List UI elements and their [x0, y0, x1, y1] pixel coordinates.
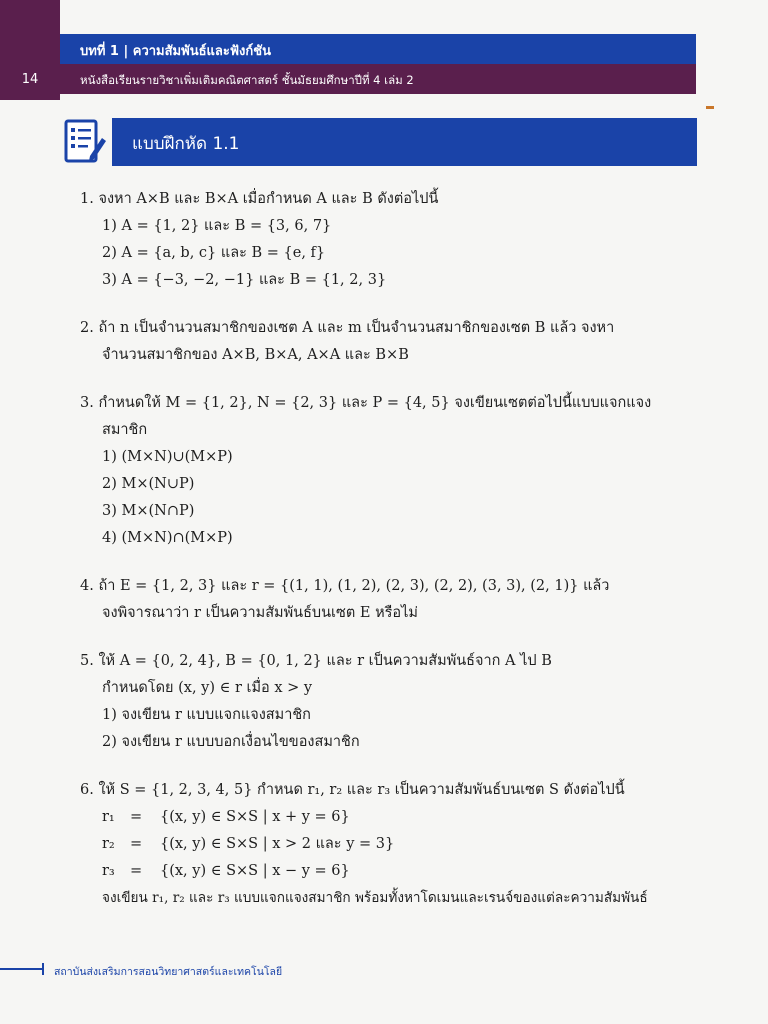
footer-tick — [42, 963, 44, 975]
question-6 — [80, 777, 690, 912]
question-4 — [80, 573, 690, 627]
question-instruction: จงเขียน r₁, r₂ และ r₃ แบบแจกแจงสมาชิก พร้อมทั้งหาโดเมนและเรนจ์ของแต่ละความสัมพันธ์ — [102, 890, 648, 906]
question-5 — [80, 648, 690, 756]
chapter-title: บทที่ 1 | ความสัมพันธ์และฟังก์ชัน — [80, 44, 271, 59]
exercise-title: แบบฝึกหัด 1.1 — [132, 134, 240, 154]
exercise-questions — [80, 186, 690, 933]
question-text: 1. จงหา A×B และ B×A เมื่อกำหนด A และ B ดังต่อไปนี้ — [80, 191, 439, 207]
question-text-cont: จำนวนสมาชิกของ A×B, B×A, A×A และ B×B — [102, 347, 409, 363]
relation-name: r₃ — [102, 863, 115, 879]
question-text-cont: จงพิจารณาว่า r เป็นความสัมพันธ์บนเซต E หรือไม่ — [102, 605, 418, 621]
relation-definition — [80, 831, 690, 858]
sub-item: 4) (M×N)∩(M×P) — [102, 530, 233, 546]
equals-sign: = — [130, 809, 143, 825]
question-text-cont: สมาชิก — [102, 422, 148, 438]
sub-item: 1) จงเขียน r แบบแจกแจงสมาชิก — [102, 707, 311, 723]
relation-set: {(x, y) ∈ S×S | x > 2 และ y = 3} — [160, 836, 395, 852]
equals-sign: = — [130, 836, 143, 852]
decorative-dash — [706, 106, 714, 109]
page-number: 14 — [21, 72, 39, 87]
sub-item: 3) M×(N∩P) — [102, 503, 195, 519]
relation-definition — [80, 858, 690, 885]
sub-item: 1) A = {1, 2} และ B = {3, 6, 7} — [102, 218, 332, 234]
worksheet-icon — [60, 118, 108, 166]
sub-item: 2) จงเขียน r แบบบอกเงื่อนไขของสมาชิก — [102, 734, 360, 750]
sub-item: 3) A = {−3, −2, −1} และ B = {1, 2, 3} — [102, 272, 387, 288]
question-3 — [80, 390, 690, 552]
relation-name: r₁ — [102, 809, 115, 825]
book-title: หนังสือเรียนรายวิชาเพิ่มเติมคณิตศาสตร์ ชั้นมัธยมศึกษาปีที่ 4 เล่ม 2 — [80, 73, 414, 87]
question-text-cont: กำหนดโดย (x, y) ∈ r เมื่อ x > y — [102, 680, 313, 696]
sub-item: 1) (M×N)∪(M×P) — [102, 449, 233, 465]
sub-item: 2) M×(N∪P) — [102, 476, 195, 492]
question-1 — [80, 186, 690, 294]
relation-set: {(x, y) ∈ S×S | x − y = 6} — [160, 863, 350, 879]
relation-set: {(x, y) ∈ S×S | x + y = 6} — [160, 809, 350, 825]
equals-sign: = — [130, 863, 143, 879]
footer-institute: สถาบันส่งเสริมการสอนวิทยาศาสตร์และเทคโนโลยี — [54, 966, 283, 978]
question-2 — [80, 315, 690, 369]
question-text: 6. ให้ S = {1, 2, 3, 4, 5} กำหนด r₁, r₂ และ r₃ เป็นความสัมพันธ์บนเซต S ดังต่อไปนี้ — [80, 782, 625, 798]
question-text: 3. กำหนดให้ M = {1, 2}, N = {2, 3} และ P = {4, 5} จงเขียนเซตต่อไปนี้แบบแจกแจง — [80, 395, 652, 411]
footer-rule — [0, 968, 42, 970]
sub-item: 2) A = {a, b, c} และ B = {e, f} — [102, 245, 326, 261]
question-text: 2. ถ้า n เป็นจำนวนสมาชิกของเซต A และ m เป็นจำนวนสมาชิกของเซต B แล้ว จงหา — [80, 320, 615, 336]
relation-definition — [80, 804, 690, 831]
question-text: 4. ถ้า E = {1, 2, 3} และ r = {(1, 1), (1, 2), (2, 3), (2, 2), (3, 3), (2, 1)} แล้ว — [80, 578, 610, 594]
relation-name: r₂ — [102, 836, 115, 852]
question-text: 5. ให้ A = {0, 2, 4}, B = {0, 1, 2} และ r เป็นความสัมพันธ์จาก A ไป B — [80, 653, 552, 669]
